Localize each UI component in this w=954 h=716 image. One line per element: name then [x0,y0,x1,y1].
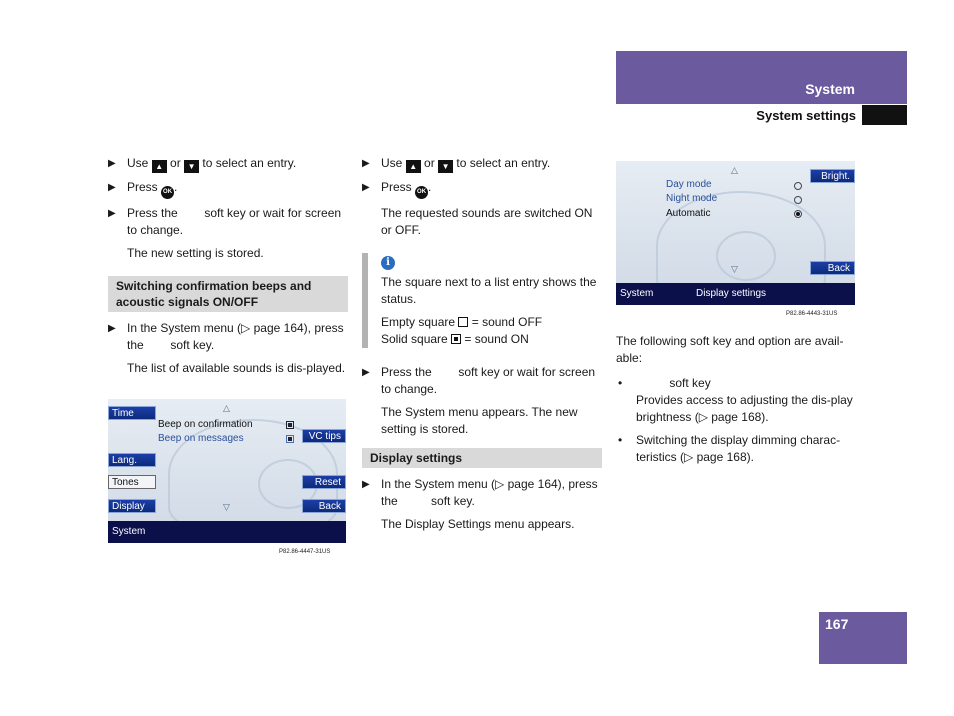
paragraph: The new setting is stored. [127,246,264,260]
solid-square-icon [451,334,461,344]
column-1 [108,155,348,383]
radio-selected-icon[interactable] [794,210,802,218]
section-heading: Display settings [362,448,602,468]
step: ▶ Press the soft key or wait for screen to change. [108,206,345,237]
header-marker [862,105,907,125]
softkey-back[interactable]: Back [810,261,855,275]
softkey-back[interactable]: Back [302,499,346,513]
header-tab [616,51,907,104]
info-note: i The square next to a list entry shows the status. Empty square = sound OFF Solid square = sound ON [362,253,602,348]
softkey-reset[interactable]: Reset [302,475,346,489]
softkey-bright[interactable]: Bright. [810,169,855,183]
paragraph: The following soft key and option are avail-able: [616,334,844,365]
display-settings-screen [616,161,855,305]
arrow-icon: ▶ [362,367,370,378]
up-arrow-key-icon: ▲ [152,160,167,173]
bullet-item: • soft key Provides access to adjusting the dis-play brightness (▷ page 168). [618,376,853,424]
list-item-beep-messages[interactable]: Beep on messages [158,433,244,444]
list-item-day-mode[interactable]: Day mode [666,179,712,190]
step: ▶ Press OK . [362,179,602,199]
step: ▶ In the System menu (▷ page 164), press the soft key. [362,477,602,508]
checkbox-solid-icon [286,435,294,443]
bullet-item: • Switching the display dimming charac-teristics (▷ page 168). [618,433,841,464]
arrow-icon: ▶ [362,479,370,490]
figure-caption: P82.86-4443-31US [786,311,838,317]
page-number: 167 [819,612,907,664]
down-arrow-key-icon: ▼ [438,160,453,173]
up-arrow-key-icon: ▲ [406,160,421,173]
paragraph: The requested sounds are switched ON or OFF. [381,206,593,237]
system-tones-screen [108,399,346,543]
scroll-down-icon: ▽ [223,502,230,512]
arrow-icon: ▶ [108,323,116,334]
arrow-icon: ▶ [362,182,370,193]
arrow-icon: ▶ [362,158,370,169]
radio-empty-icon[interactable] [794,182,802,190]
softkey-display[interactable]: Display [108,499,156,513]
step: ▶ In the System menu (▷ page 164), press the soft key. [108,321,348,352]
column-2 [362,155,602,539]
arrow-icon: ▶ [108,182,116,193]
screen-status-bar: System [108,521,346,543]
softkey-tones[interactable]: Tones [108,475,156,489]
scroll-up-icon: △ [731,165,738,175]
step: ▶ Press the soft key or wait for screen to change. [362,365,599,396]
section-heading: Switching confirmation beeps and acoustic signals ON/OFF [108,276,348,312]
step: ▶ Press OK . [108,179,348,199]
scroll-up-icon: △ [223,403,230,413]
screen-status-bar: System Display settings [616,283,855,305]
headlight-graphic [716,231,776,281]
list-item-beep-confirmation[interactable]: Beep on confirmation [158,419,253,430]
figure-caption: P82.86-4447-31US [279,549,331,555]
paragraph: The list of available sounds is dis-played. [127,361,346,375]
step: ▶ Use ▲ or ▼ to select an entry. [362,156,551,171]
empty-square-icon [458,317,468,327]
header-title: System [805,81,855,97]
list-item-automatic[interactable]: Automatic [666,208,711,219]
radio-empty-icon[interactable] [794,196,802,204]
softkey-time[interactable]: Time [108,406,156,420]
paragraph: The System menu appears. The new setting is stored. [381,405,578,436]
softkey-vc-tips[interactable]: VC tips [302,429,346,443]
down-arrow-key-icon: ▼ [184,160,199,173]
arrow-icon: ▶ [108,208,116,219]
scroll-down-icon: ▽ [731,264,738,274]
ok-key-icon: OK [415,186,428,199]
column-3 [616,333,856,472]
ok-key-icon: OK [161,186,174,199]
paragraph: The Display Settings menu appears. [381,517,575,531]
list-item-night-mode[interactable]: Night mode [666,193,718,204]
step: ▶ Use ▲ or ▼ to select an entry. [108,156,297,171]
checkbox-solid-icon [286,421,294,429]
header-subtitle-row [616,104,907,126]
arrow-icon: ▶ [108,158,116,169]
info-icon: i [381,256,395,270]
softkey-lang[interactable]: Lang. [108,453,156,467]
header-subtitle: System settings [756,107,856,123]
